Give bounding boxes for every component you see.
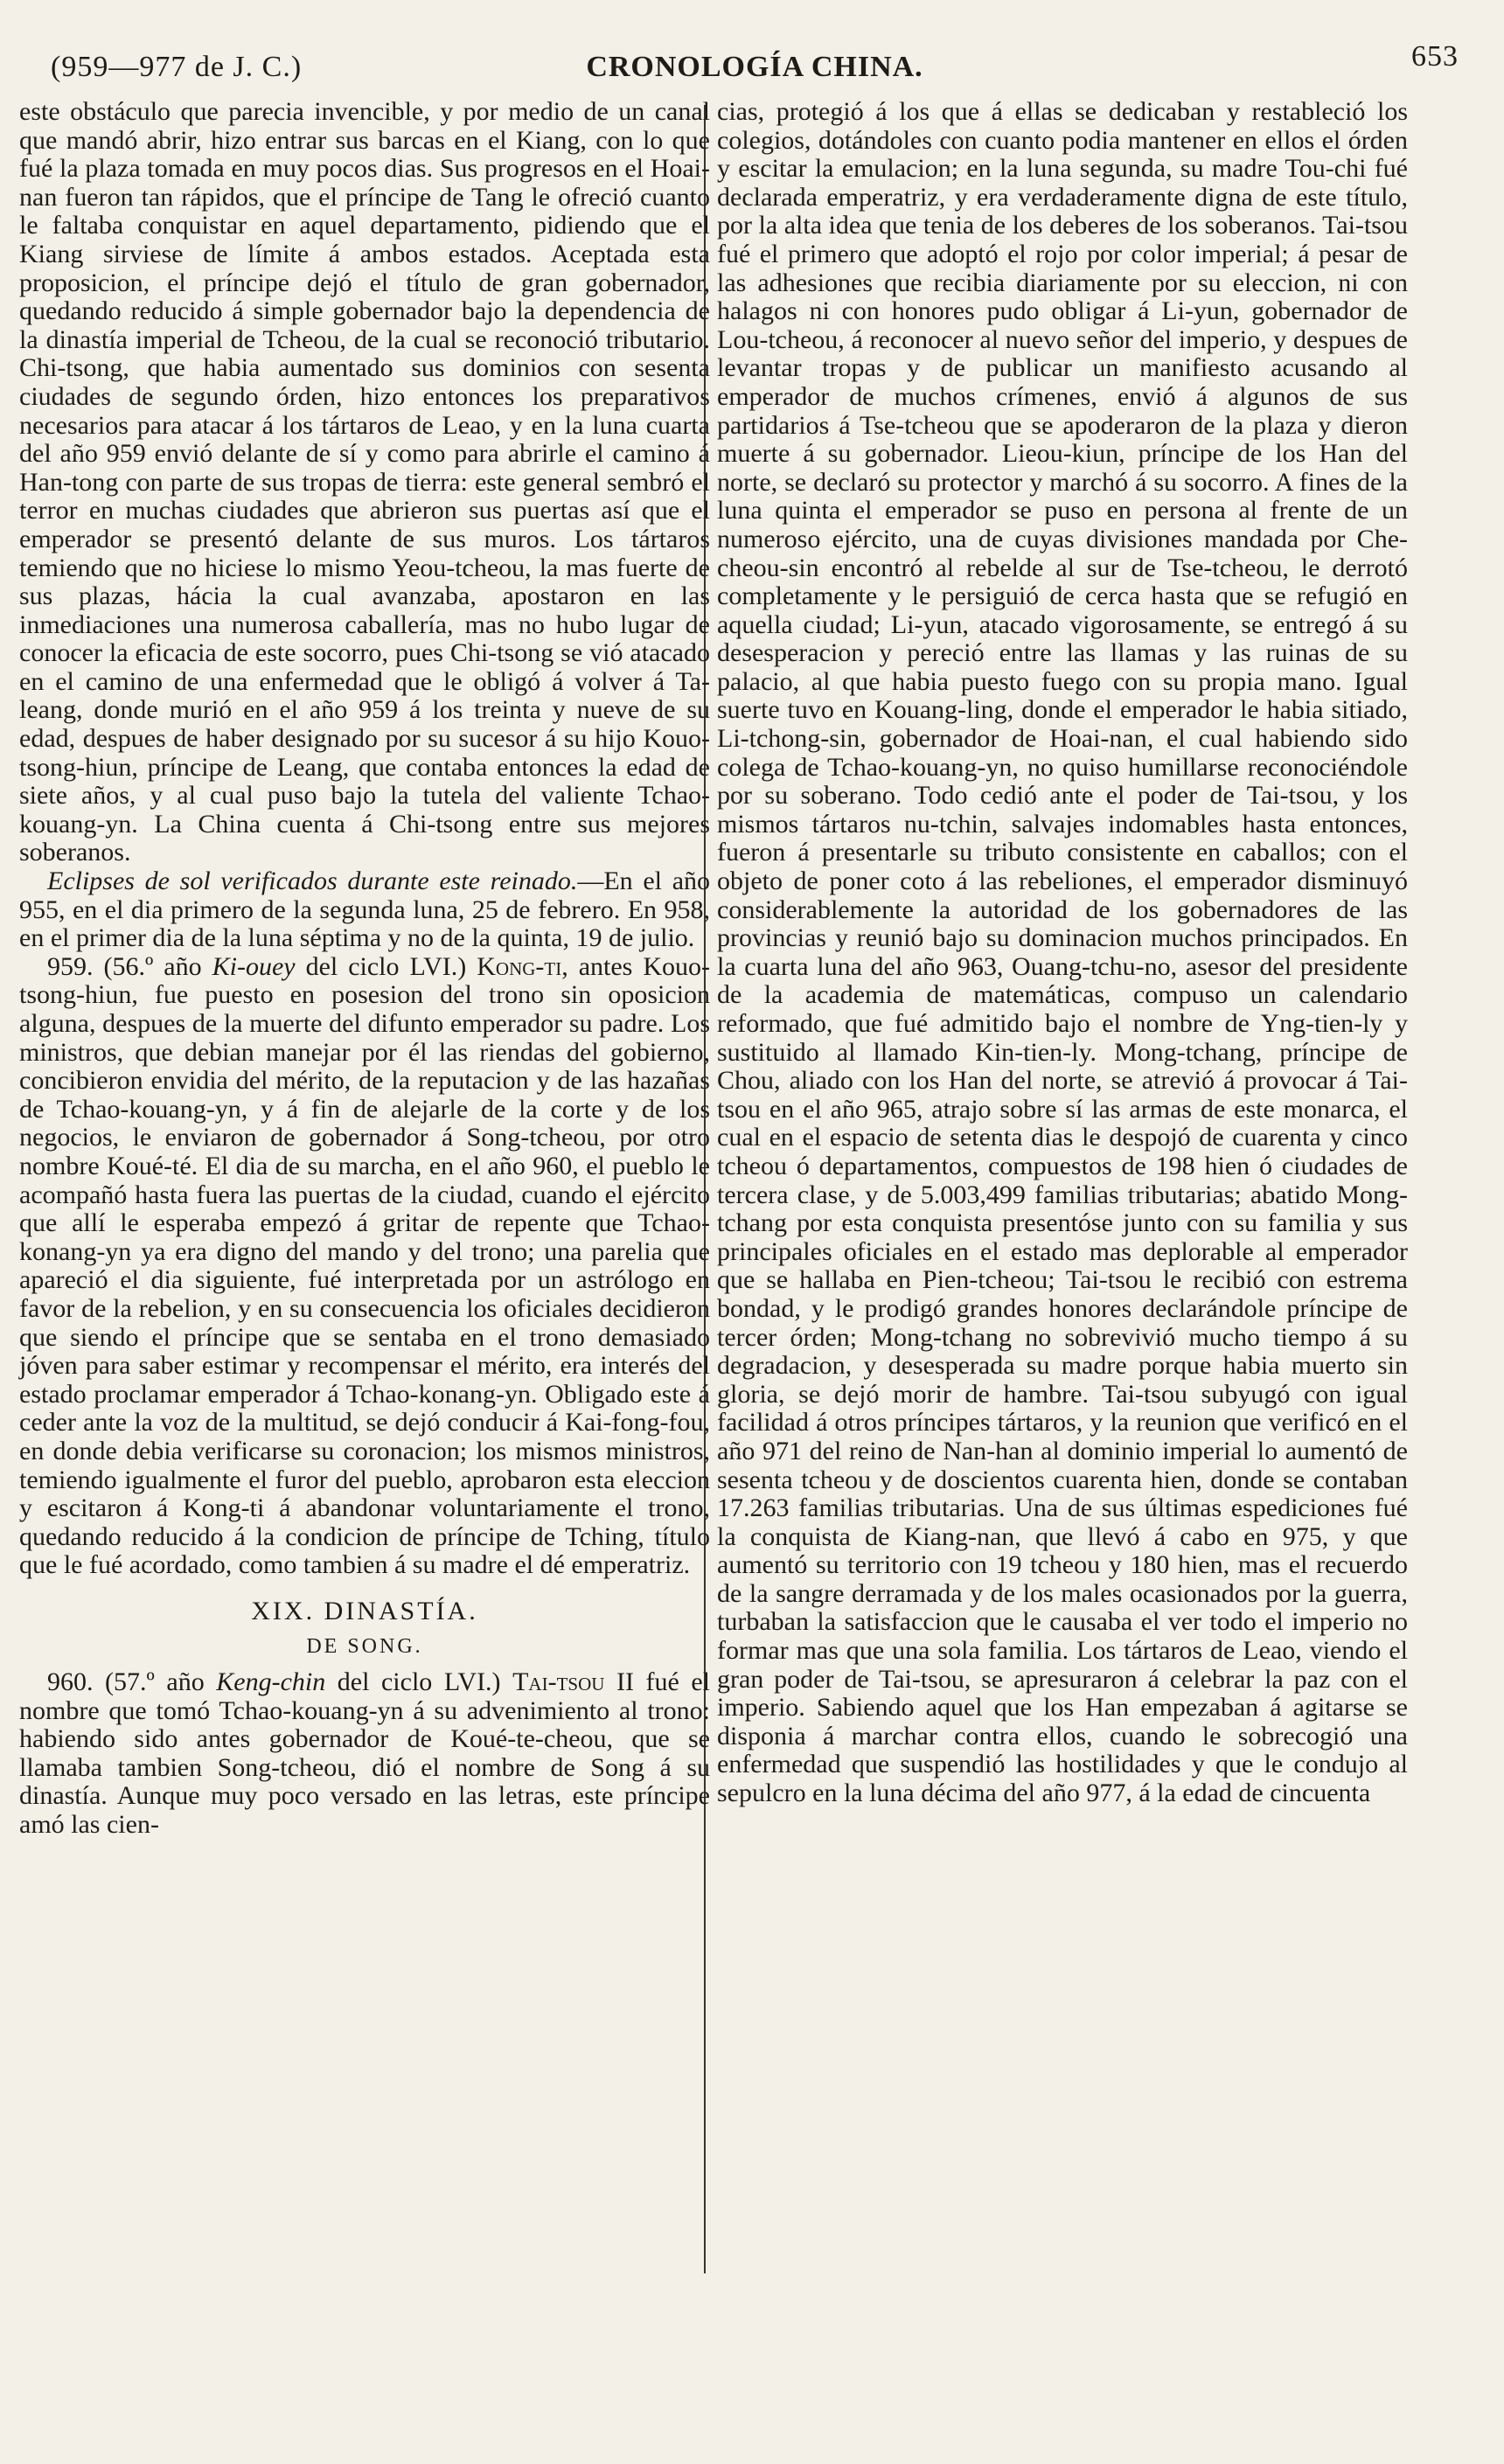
entry-960-ruler: Tai-tsou II bbox=[512, 1667, 634, 1697]
entry-959-ruler: Kong-ti, bbox=[477, 951, 568, 981]
entry-959 bbox=[19, 953, 710, 1580]
dynasty-heading: XIX. DINASTÍA. bbox=[251, 1596, 478, 1625]
entry-960-text: fué el nombre que tomó Tchao-kouang-yn á su advenimiento al trono: habiendo sido antes gobernador de Koué-te-cheou, que se llamaba tambien Song-tcheou, dió el nombre de Song á su dinastía. Aunque muy poco versado en las letras, este príncipe amó las cien- bbox=[19, 1667, 711, 1840]
header-title: CRONOLOGÍA CHINA. bbox=[586, 51, 923, 83]
page-number: 653 bbox=[1411, 40, 1459, 73]
eclipse-title: Eclipses de sol verificados durante este reinado. bbox=[47, 867, 578, 896]
dynasty-subheading: DE SONG. bbox=[306, 1635, 423, 1659]
entry-959-date: 959. (56.º año bbox=[47, 951, 212, 981]
paragraph: este obstáculo que parecia invencible, y por medio de un canal que mandó abrir, hizo entrar sus barcas en el Kiang, con lo que fué la plaza tomada en muy pocos dias. Sus progresos en el Hoai-nan fueron tan rápidos, que el príncipe de Tang le ofreció cuanto le faltaba conquistar en aquel departamento, pidiendo que el Kiang sirviese de límite á ambos estados. Aceptada esta proposicion, el príncipe dejó el título de gran gobernador, quedando reducido á simple gobernador bajo la dependencia de la dinastía imperial de Tcheou, de la cual se reconoció tributario. Chi-tsong, que habia aumentado sus dominios con sesenta ciudades de segundo órden, hizo entonces los preparativos necesarios para atacar á los tártaros de Leao, y en la luna cuarta del año 959 envió delante de sí y como para abrirle el camino á Han-tong con parte de sus tropas de tierra: este general sembró el terror en muchas ciudades que abrieron sus puertas así que el emperador se presentó delante de sus muros. Los tártaros temiendo que no hiciese lo mismo Yeou-tcheou, la mas fuerte de sus plazas, hácia la cual avanzaba, apostaron en las inmediaciones una numerosa caballería, mas no hubo lugar de conocer la eficacia de este socorro, pues Chi-tsong se vió atacado en el camino de una enfermedad que le obligó á volver á Ta-leang, donde murió en el año 959 á los treinta y nueve de su edad, despues de haber designado por su sucesor á su hijo Kouo-tsong-hiun, príncipe de Leang, que contaba entonces la edad de siete años, y al cual puso bajo la tutela del valiente Tchao-kouang-yn. La China cuenta á Chi-tsong entre sus mejores soberanos. bbox=[19, 97, 710, 867]
entry-959-text: antes Kouo-tsong-hiun, fue puesto en posesion del trono sin oposicion alguna, despues de la muerte del difunto emperador su padre. Los ministros, que debian manejar por él las riendas del gobierno, concibieron envidia del mérito, de la reputacion y de las hazañas de Tchao-kouang-yn, y á fin de alejarle de la corte y de los negocios, le enviaron de gobernador á Song-tcheou, por otro nombre Koué-té. El dia de su marcha, en el año 960, el pueblo le acompañó hasta fuera las puertas de la ciudad, cuando el ejército que allí le esperaba empezó á gritar de repente que Tchao-konang-yn ya era digno del mando y del trono; una parelia que apareció el dia siguiente, fué interpretada por un astrólogo en favor de la rebelion, y en su consecuencia los oficiales decidieron que siendo el príncipe que se sentaba en el trono demasiado jóven para saber estimar y recompensar el mérito, era interés del estado proclamar emperador á Tchao-konang-yn. Obligado este á ceder ante la voz de la multitud, se dejó conducir á Kai-fong-fou, en donde debia verificarse su coronacion; los mismos ministros, temiendo igualmente el furor del pueblo, aprobaron esta eleccion y escitaron á Kong-ti á abandonar voluntariamente el trono, quedando reducido á la condicion de príncipe de Tching, título que le fué acordado, como tambien á su madre el dé emperatriz. bbox=[19, 951, 711, 1580]
right-column bbox=[717, 98, 1408, 1808]
eclipse-paragraph bbox=[19, 867, 710, 953]
entry-960 bbox=[19, 1668, 710, 1840]
left-column bbox=[19, 98, 710, 1840]
entry-960-cycle: del ciclo LVI.) bbox=[325, 1667, 513, 1697]
entry-960-date: 960. (57.º año bbox=[47, 1667, 217, 1697]
entry-960-cycle-name: Keng-chin bbox=[216, 1667, 326, 1697]
entry-959-cycle: del ciclo LVI.) bbox=[295, 951, 477, 981]
entry-959-cycle-name: Ki-ouey bbox=[212, 951, 296, 981]
header-date-range: (959—977 de J. C.) bbox=[51, 51, 303, 83]
paragraph: cias, protegió á los que á ellas se dedicaban y restableció los colegios, dotándoles con cuanto podia mantener en ellos el órden y escitar la emulacion; en la luna segunda, su madre Tou-chi fué declarada emperatriz, y era verdaderamente digna de este título, por la alta idea que tenia de los deberes de los soberanos. Tai-tsou fué el primero que adoptó el rojo por color imperial; á pesar de las adhesiones que recibia diariamente por su eleccion, ni con halagos ni con honores pudo obligar á Li-yun, gobernador de Lou-tcheou, á reconocer al nuevo señor del imperio, y despues de levantar tropas y de publicar un manifiesto acusando al emperador de muchos crímenes, envió á algunos de sus partidarios á Tse-tcheou que se apoderaron de la plaza y dieron muerte á su gobernador. Lieou-kiun, príncipe de los Han del norte, se declaró su protector y marchó á su socorro. A fines de la luna quinta el emperador se puso en persona al frente de un numeroso ejército, una de cuyas divisiones mandada por Che-cheou-sin encontró al rebelde al sur de Tse-tcheou, le derrotó completamente y le persiguió de cerca hasta que se refugió en aquella ciudad; Li-yun, atacado vigorosamente, se entregó á su desesperacion y pereció entre las llamas y las ruinas de su palacio, al que habia puesto fuego con su propia mano. Igual suerte tuvo en Kouang-ling, donde el emperador le habia sitiado, Li-tchong-sin, gobernador de Hoai-nan, el cual habiendo sido colega de Tchao-kouang-yn, no quiso humillarse reconociéndole por su soberano. Todo cedió ante el poder de Tai-tsou, y los mismos tártaros nu-tchin, salvajes indomables hasta entonces, fueron á presentarle su tributo consistente en caballos; con el objeto de poner coto á las rebeliones, el emperador disminuyó considerablemente la autoridad de los gobernadores de las provincias y reunió bajo su dominacion muchos principados. En la cuarta luna del año 963, Ouang-tchu-no, asesor del presidente de la academia de matemáticas, compuso un calendario reformado, que fué admitido bajo el nombre de Yng-tien-ly y sustituido al llamado Kin-tien-ly. Mong-tchang, príncipe de Chou, aliado con los Han del norte, se atrevió á provocar á Tai-tsou en el año 965, atrajo sobre sí las armas de este monarca, el cual en el espacio de setenta dias le despojó de cuarenta y cinco tcheou ó departamentos, compuestos de 198 hien ó ciudades de tercera clase, y de 5.003,499 familias tributarias; abatido Mong-tchang por esta conquista presentóse junto con su familia y sus principales oficiales en el estado mas deplorable al emperador que se hallaba en Pien-tcheou; Tai-tsou le recibió con estrema bondad, y le prodigó grandes honores declarándole príncipe de tercer órden; Mong-tchang no sobrevivió mucho tiempo á su degradacion, y desesperada su madre porque habia muerto sin gloria, se dejó morir de hambre. Tai-tsou subyugó con igual facilidad á otros príncipes tártaros, y la reunion que verificó en el año 971 del reino de Nan-han al dominio imperial lo aumentó de sesenta tcheou y de doscientos cuarenta hien, donde se contaban 17.263 familias tributarias. Una de sus últimas espediciones fué la conquista de Kiang-nan, que llevó á cabo en 975, y que aumentó su territorio con 19 tcheou y 180 hien, mas el recuerdo de la sangre derramada y de los males ocasionados por la guerra, turbaban la satisfaccion que le causaba el ver todo el imperio no formar mas que una sola familia. Los tártaros de Leao, viendo el gran poder de Tai-tsou, se apresuraron á celebrar la paz con el imperio. Sabiendo aquel que los Han empezaban á agitarse se disponia á marchar contra ellos, cuando le sobrecogió una enfermedad que suspendió las hostilidades y que le condujo al sepulcro en la luna décima del año 977, á la edad de cincuenta bbox=[717, 97, 1408, 1808]
eclipse-text: —En el año 955, en el dia primero de la segunda luna, 25 de febrero. En 958, en el primer dia de la luna séptima y no de la quinta, 19 de julio. bbox=[19, 867, 711, 953]
page-header bbox=[51, 40, 1459, 93]
